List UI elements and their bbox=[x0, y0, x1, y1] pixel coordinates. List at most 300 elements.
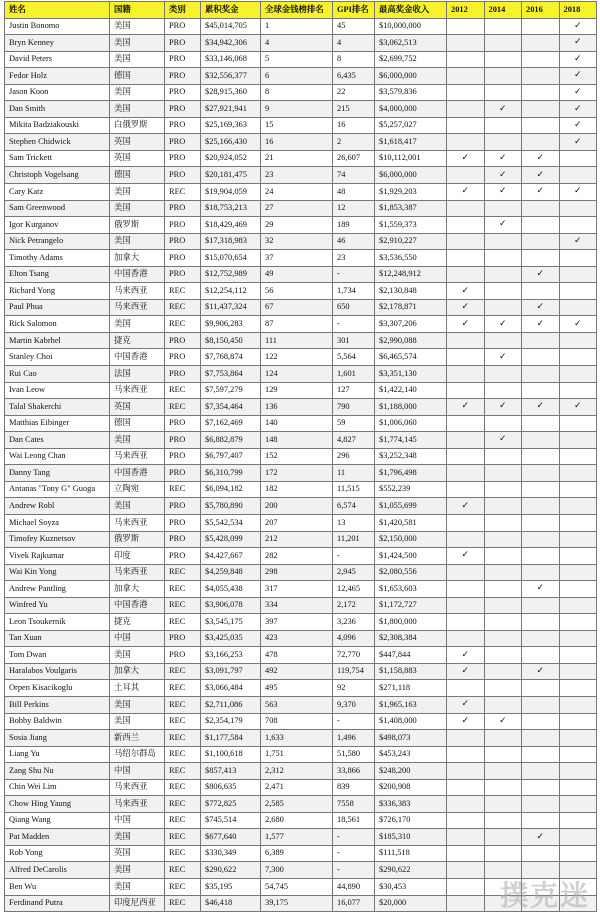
cell-top-prize: $1,055,699 bbox=[375, 498, 447, 515]
cell-2014 bbox=[484, 18, 522, 35]
cell-2014: ✓ bbox=[484, 167, 522, 184]
cell-gpi-rank: 127 bbox=[333, 382, 375, 399]
cell-global-money-rank: 2,585 bbox=[261, 796, 333, 813]
cell-name: Igor Kurganov bbox=[5, 217, 110, 234]
header-global-money-rank: 全球金钱榜排名 bbox=[261, 2, 333, 19]
cell-country: 马来西亚 bbox=[110, 779, 165, 796]
cell-name: Andrew Robl bbox=[5, 498, 110, 515]
table-row bbox=[5, 250, 597, 267]
cell-name: Rick Salomon bbox=[5, 316, 110, 333]
cell-name: Ivan Leow bbox=[5, 382, 110, 399]
cell-category: REC bbox=[165, 564, 201, 581]
cell-2018: ✓ bbox=[559, 101, 597, 118]
cell-global-money-rank: 122 bbox=[261, 349, 333, 366]
cell-2016 bbox=[522, 481, 560, 498]
cell-2012: ✓ bbox=[447, 150, 485, 167]
cell-name: Ben Wu bbox=[5, 878, 110, 895]
cell-name: Bryn Kenney bbox=[5, 35, 110, 52]
cell-2018 bbox=[559, 332, 597, 349]
cell-category: REC bbox=[165, 597, 201, 614]
cell-2014: ✓ bbox=[484, 713, 522, 730]
cell-global-money-rank: 1,633 bbox=[261, 730, 333, 747]
cell-name: Dan Smith bbox=[5, 101, 110, 118]
cell-2014 bbox=[484, 531, 522, 548]
cell-2012 bbox=[447, 200, 485, 217]
cell-gpi-rank: 296 bbox=[333, 448, 375, 465]
cell-2018 bbox=[559, 415, 597, 432]
cell-2016 bbox=[522, 68, 560, 85]
cell-2014 bbox=[484, 796, 522, 813]
cell-2018 bbox=[559, 763, 597, 780]
cell-2014 bbox=[484, 614, 522, 631]
cell-top-prize: $2,308,384 bbox=[375, 630, 447, 647]
cell-country: 德国 bbox=[110, 415, 165, 432]
cell-category: PRO bbox=[165, 349, 201, 366]
cell-2014 bbox=[484, 812, 522, 829]
cell-global-money-rank: 423 bbox=[261, 630, 333, 647]
cell-2012: ✓ bbox=[447, 713, 485, 730]
cell-name: Stanley Choi bbox=[5, 349, 110, 366]
cell-2012 bbox=[447, 514, 485, 531]
cell-total-earnings: $15,070,654 bbox=[201, 250, 261, 267]
cell-country: 中国香港 bbox=[110, 597, 165, 614]
cell-category: PRO bbox=[165, 134, 201, 151]
cell-top-prize: $10,000,000 bbox=[375, 18, 447, 35]
cell-gpi-rank: 11,515 bbox=[333, 481, 375, 498]
cell-gpi-rank: 48 bbox=[333, 184, 375, 201]
cell-2014 bbox=[484, 630, 522, 647]
cell-global-money-rank: 67 bbox=[261, 299, 333, 316]
cell-category: REC bbox=[165, 862, 201, 879]
cell-category: PRO bbox=[165, 84, 201, 101]
cell-2012 bbox=[447, 763, 485, 780]
cell-name: Tan Xuan bbox=[5, 630, 110, 647]
cell-2012 bbox=[447, 465, 485, 482]
cell-category: PRO bbox=[165, 35, 201, 52]
cell-name: Bill Perkins bbox=[5, 696, 110, 713]
cell-top-prize: $248,200 bbox=[375, 763, 447, 780]
cell-2018: ✓ bbox=[559, 84, 597, 101]
cell-2018 bbox=[559, 779, 597, 796]
cell-2012 bbox=[447, 895, 485, 912]
cell-top-prize: $1,774,145 bbox=[375, 432, 447, 449]
cell-2012: ✓ bbox=[447, 316, 485, 333]
cell-gpi-rank: 9,370 bbox=[333, 696, 375, 713]
cell-name: Sam Trickett bbox=[5, 150, 110, 167]
cell-2016 bbox=[522, 432, 560, 449]
cell-2016 bbox=[522, 233, 560, 250]
cell-2014 bbox=[484, 382, 522, 399]
cell-gpi-rank: 2,172 bbox=[333, 597, 375, 614]
cell-total-earnings: $6,882,879 bbox=[201, 432, 261, 449]
cell-gpi-rank: 215 bbox=[333, 101, 375, 118]
cell-top-prize: $3,252,348 bbox=[375, 448, 447, 465]
cell-2014: ✓ bbox=[484, 432, 522, 449]
cell-category: REC bbox=[165, 696, 201, 713]
cell-2014 bbox=[484, 448, 522, 465]
table-row bbox=[5, 349, 597, 366]
table-row bbox=[5, 217, 597, 234]
cell-2012 bbox=[447, 35, 485, 52]
cell-category: PRO bbox=[165, 498, 201, 515]
table-row bbox=[5, 332, 597, 349]
cell-2012 bbox=[447, 349, 485, 366]
cell-2014 bbox=[484, 581, 522, 598]
cell-2016 bbox=[522, 696, 560, 713]
cell-name: Sam Greenwood bbox=[5, 200, 110, 217]
cell-top-prize: $2,130,848 bbox=[375, 283, 447, 300]
cell-global-money-rank: 298 bbox=[261, 564, 333, 581]
cell-name: Richard Yong bbox=[5, 283, 110, 300]
cell-2014 bbox=[484, 730, 522, 747]
cell-name: Alfred DeCarolis bbox=[5, 862, 110, 879]
cell-2012 bbox=[447, 448, 485, 465]
cell-total-earnings: $772,825 bbox=[201, 796, 261, 813]
cell-country: 中国 bbox=[110, 630, 165, 647]
cell-category: REC bbox=[165, 581, 201, 598]
cell-name: Rob Yong bbox=[5, 845, 110, 862]
cell-country: 美国 bbox=[110, 713, 165, 730]
cell-country: 美国 bbox=[110, 829, 165, 846]
cell-gpi-rank: 5,564 bbox=[333, 349, 375, 366]
cell-country: 中国香港 bbox=[110, 266, 165, 283]
cell-2012 bbox=[447, 829, 485, 846]
cell-global-money-rank: 1 bbox=[261, 18, 333, 35]
cell-top-prize: $2,990,088 bbox=[375, 332, 447, 349]
cell-2014 bbox=[484, 332, 522, 349]
cell-2012 bbox=[447, 51, 485, 68]
cell-global-money-rank: 563 bbox=[261, 696, 333, 713]
cell-2014 bbox=[484, 250, 522, 267]
cell-global-money-rank: 207 bbox=[261, 514, 333, 531]
cell-total-earnings: $25,166,430 bbox=[201, 134, 261, 151]
cell-name: Winfred Yu bbox=[5, 597, 110, 614]
cell-country: 中国 bbox=[110, 763, 165, 780]
table-row bbox=[5, 498, 597, 515]
cell-2016 bbox=[522, 630, 560, 647]
cell-2014: ✓ bbox=[484, 101, 522, 118]
cell-gpi-rank: - bbox=[333, 266, 375, 283]
table-row bbox=[5, 184, 597, 201]
table-row bbox=[5, 465, 597, 482]
cell-gpi-rank: 4,827 bbox=[333, 432, 375, 449]
cell-country: 马来西亚 bbox=[110, 448, 165, 465]
cell-category: REC bbox=[165, 184, 201, 201]
cell-top-prize: $200,908 bbox=[375, 779, 447, 796]
cell-global-money-rank: 37 bbox=[261, 250, 333, 267]
cell-2012 bbox=[447, 68, 485, 85]
header-row bbox=[5, 2, 597, 19]
cell-category: REC bbox=[165, 713, 201, 730]
cell-2012 bbox=[447, 779, 485, 796]
cell-total-earnings: $28,915,360 bbox=[201, 84, 261, 101]
cell-global-money-rank: 136 bbox=[261, 399, 333, 416]
cell-2016: ✓ bbox=[522, 399, 560, 416]
cell-2016 bbox=[522, 647, 560, 664]
cell-2018 bbox=[559, 680, 597, 697]
cell-country: 美国 bbox=[110, 647, 165, 664]
cell-2012 bbox=[447, 630, 485, 647]
cell-country: 美国 bbox=[110, 498, 165, 515]
cell-2018 bbox=[559, 448, 597, 465]
cell-2014: ✓ bbox=[484, 349, 522, 366]
table-row bbox=[5, 481, 597, 498]
cell-2018 bbox=[559, 597, 597, 614]
cell-category: PRO bbox=[165, 250, 201, 267]
cell-2014 bbox=[484, 564, 522, 581]
cell-total-earnings: $3,545,175 bbox=[201, 614, 261, 631]
cell-category: REC bbox=[165, 283, 201, 300]
cell-top-prize: $1,422,140 bbox=[375, 382, 447, 399]
header-top-prize: 最高奖金收入 bbox=[375, 2, 447, 19]
cell-gpi-rank: 7558 bbox=[333, 796, 375, 813]
cell-gpi-rank: 59 bbox=[333, 415, 375, 432]
cell-country: 中国 bbox=[110, 812, 165, 829]
cell-2012 bbox=[447, 581, 485, 598]
cell-2012 bbox=[447, 531, 485, 548]
table-row bbox=[5, 680, 597, 697]
cell-total-earnings: $7,162,469 bbox=[201, 415, 261, 432]
cell-2016 bbox=[522, 465, 560, 482]
cell-2014 bbox=[484, 465, 522, 482]
cell-2012: ✓ bbox=[447, 548, 485, 565]
cell-2014 bbox=[484, 746, 522, 763]
cell-gpi-rank: 6,574 bbox=[333, 498, 375, 515]
header-category: 类别 bbox=[165, 2, 201, 19]
cell-category: REC bbox=[165, 779, 201, 796]
table-row bbox=[5, 564, 597, 581]
table-row bbox=[5, 763, 597, 780]
cell-global-money-rank: 2,471 bbox=[261, 779, 333, 796]
cell-top-prize: $1,420,581 bbox=[375, 514, 447, 531]
cell-2012 bbox=[447, 233, 485, 250]
cell-category: PRO bbox=[165, 51, 201, 68]
cell-total-earnings: $12,254,112 bbox=[201, 283, 261, 300]
header-name: 姓名 bbox=[5, 2, 110, 19]
cell-country: 马来西亚 bbox=[110, 382, 165, 399]
table-row bbox=[5, 68, 597, 85]
cell-2016: ✓ bbox=[522, 266, 560, 283]
cell-gpi-rank: 12,465 bbox=[333, 581, 375, 598]
cell-2012: ✓ bbox=[447, 299, 485, 316]
cell-total-earnings: $17,318,983 bbox=[201, 233, 261, 250]
cell-2016 bbox=[522, 18, 560, 35]
table-row bbox=[5, 167, 597, 184]
cell-total-earnings: $5,542,534 bbox=[201, 514, 261, 531]
cell-category: REC bbox=[165, 382, 201, 399]
cell-country: 美国 bbox=[110, 862, 165, 879]
cell-gpi-rank: 650 bbox=[333, 299, 375, 316]
cell-2012 bbox=[447, 796, 485, 813]
cell-top-prize: $271,118 bbox=[375, 680, 447, 697]
cell-top-prize: $5,257,027 bbox=[375, 117, 447, 134]
cell-category: REC bbox=[165, 746, 201, 763]
table-row bbox=[5, 200, 597, 217]
cell-name: Talal Shakerchi bbox=[5, 399, 110, 416]
cell-gpi-rank: 16 bbox=[333, 117, 375, 134]
table-row bbox=[5, 134, 597, 151]
cell-2018 bbox=[559, 432, 597, 449]
cell-total-earnings: $677,640 bbox=[201, 829, 261, 846]
cell-2016 bbox=[522, 382, 560, 399]
cell-country: 美国 bbox=[110, 184, 165, 201]
cell-2018 bbox=[559, 746, 597, 763]
cell-2016 bbox=[522, 51, 560, 68]
cell-2016 bbox=[522, 217, 560, 234]
cell-global-money-rank: 212 bbox=[261, 531, 333, 548]
cell-name: Danny Tang bbox=[5, 465, 110, 482]
table-row bbox=[5, 630, 597, 647]
cell-name: Timofey Kuznetsov bbox=[5, 531, 110, 548]
cell-country: 俄罗斯 bbox=[110, 217, 165, 234]
cell-2018 bbox=[559, 630, 597, 647]
cell-2016 bbox=[522, 779, 560, 796]
cell-2012 bbox=[447, 250, 485, 267]
cell-gpi-rank: 46 bbox=[333, 233, 375, 250]
cell-country: 美国 bbox=[110, 316, 165, 333]
cell-2018 bbox=[559, 481, 597, 498]
cell-2016 bbox=[522, 84, 560, 101]
cell-2012 bbox=[447, 746, 485, 763]
cell-gpi-rank: - bbox=[333, 713, 375, 730]
table-row bbox=[5, 581, 597, 598]
cell-2012 bbox=[447, 862, 485, 879]
cell-2014 bbox=[484, 84, 522, 101]
cell-name: Martin Kabrhel bbox=[5, 332, 110, 349]
cell-global-money-rank: 21 bbox=[261, 150, 333, 167]
cell-2018: ✓ bbox=[559, 316, 597, 333]
cell-2014 bbox=[484, 415, 522, 432]
cell-top-prize: $30,453 bbox=[375, 878, 447, 895]
cell-category: PRO bbox=[165, 266, 201, 283]
cell-global-money-rank: 2,312 bbox=[261, 763, 333, 780]
cell-2018 bbox=[559, 845, 597, 862]
cell-2018 bbox=[559, 283, 597, 300]
cell-2018 bbox=[559, 812, 597, 829]
cell-gpi-rank: 18,561 bbox=[333, 812, 375, 829]
cell-top-prize: $447,844 bbox=[375, 647, 447, 664]
cell-top-prize: $6,000,000 bbox=[375, 167, 447, 184]
cell-global-money-rank: 87 bbox=[261, 316, 333, 333]
cell-country: 白俄罗斯 bbox=[110, 117, 165, 134]
cell-top-prize: $1,965,163 bbox=[375, 696, 447, 713]
cell-2012 bbox=[447, 481, 485, 498]
cell-category: PRO bbox=[165, 647, 201, 664]
header-year-2016: 2016 bbox=[522, 2, 560, 19]
cell-total-earnings: $330,349 bbox=[201, 845, 261, 862]
cell-2014 bbox=[484, 35, 522, 52]
cell-global-money-rank: 1,577 bbox=[261, 829, 333, 846]
cell-top-prize: $185,310 bbox=[375, 829, 447, 846]
cell-name: Tom Dwan bbox=[5, 647, 110, 664]
cell-gpi-rank: 119,754 bbox=[333, 663, 375, 680]
cell-name: Nick Petrangelo bbox=[5, 233, 110, 250]
cell-gpi-rank: - bbox=[333, 548, 375, 565]
cell-2016: ✓ bbox=[522, 829, 560, 846]
cell-country: 美国 bbox=[110, 200, 165, 217]
cell-global-money-rank: 29 bbox=[261, 217, 333, 234]
cell-category: PRO bbox=[165, 217, 201, 234]
cell-2014 bbox=[484, 299, 522, 316]
cell-category: PRO bbox=[165, 101, 201, 118]
cell-2014: ✓ bbox=[484, 217, 522, 234]
cell-name: Zang Shu Nu bbox=[5, 763, 110, 780]
table-row bbox=[5, 84, 597, 101]
cell-total-earnings: $33,146,068 bbox=[201, 51, 261, 68]
cell-gpi-rank: 301 bbox=[333, 332, 375, 349]
cell-gpi-rank: 1,496 bbox=[333, 730, 375, 747]
cell-global-money-rank: 492 bbox=[261, 663, 333, 680]
cell-gpi-rank: 3,236 bbox=[333, 614, 375, 631]
cell-2016 bbox=[522, 200, 560, 217]
cell-2016 bbox=[522, 713, 560, 730]
cell-2018 bbox=[559, 713, 597, 730]
cell-top-prize: $1,172,727 bbox=[375, 597, 447, 614]
cell-2012: ✓ bbox=[447, 498, 485, 515]
cell-name: Liang Yu bbox=[5, 746, 110, 763]
cell-total-earnings: $857,413 bbox=[201, 763, 261, 780]
cell-gpi-rank: 790 bbox=[333, 399, 375, 416]
cell-top-prize: $12,248,912 bbox=[375, 266, 447, 283]
cell-2016 bbox=[522, 283, 560, 300]
table-row bbox=[5, 548, 597, 565]
cell-category: REC bbox=[165, 299, 201, 316]
cell-2016: ✓ bbox=[522, 184, 560, 201]
cell-2014 bbox=[484, 117, 522, 134]
cell-country: 马来西亚 bbox=[110, 514, 165, 531]
cell-country: 新西兰 bbox=[110, 730, 165, 747]
table-row bbox=[5, 366, 597, 383]
cell-top-prize: $1,653,603 bbox=[375, 581, 447, 598]
cell-country: 德国 bbox=[110, 68, 165, 85]
cell-global-money-rank: 129 bbox=[261, 382, 333, 399]
cell-country: 捷克 bbox=[110, 614, 165, 631]
cell-name: Andrew Pantling bbox=[5, 581, 110, 598]
cell-2016 bbox=[522, 812, 560, 829]
cell-top-prize: $1,006,060 bbox=[375, 415, 447, 432]
cell-country: 英国 bbox=[110, 134, 165, 151]
cell-total-earnings: $2,711,086 bbox=[201, 696, 261, 713]
cell-2018 bbox=[559, 531, 597, 548]
cell-name: Wai Leong Chan bbox=[5, 448, 110, 465]
cell-top-prize: $3,579,836 bbox=[375, 84, 447, 101]
cell-category: PRO bbox=[165, 415, 201, 432]
cell-category: PRO bbox=[165, 366, 201, 383]
cell-global-money-rank: 397 bbox=[261, 614, 333, 631]
cell-total-earnings: $20,924,052 bbox=[201, 150, 261, 167]
cell-category: REC bbox=[165, 399, 201, 416]
cell-global-money-rank: 23 bbox=[261, 167, 333, 184]
cell-total-earnings: $6,310,799 bbox=[201, 465, 261, 482]
cell-2018: ✓ bbox=[559, 184, 597, 201]
cell-global-money-rank: 32 bbox=[261, 233, 333, 250]
cell-gpi-rank: 2,945 bbox=[333, 564, 375, 581]
cell-country: 捷克 bbox=[110, 332, 165, 349]
cell-2018 bbox=[559, 614, 597, 631]
cell-total-earnings: $290,622 bbox=[201, 862, 261, 879]
cell-2014 bbox=[484, 845, 522, 862]
cell-2014 bbox=[484, 647, 522, 664]
cell-2012 bbox=[447, 266, 485, 283]
cell-country: 马来西亚 bbox=[110, 299, 165, 316]
cell-2012 bbox=[447, 597, 485, 614]
cell-country: 美国 bbox=[110, 878, 165, 895]
cell-gpi-rank: 72,770 bbox=[333, 647, 375, 664]
table-row bbox=[5, 432, 597, 449]
cell-2014: ✓ bbox=[484, 316, 522, 333]
table-row bbox=[5, 117, 597, 134]
cell-2012 bbox=[447, 432, 485, 449]
